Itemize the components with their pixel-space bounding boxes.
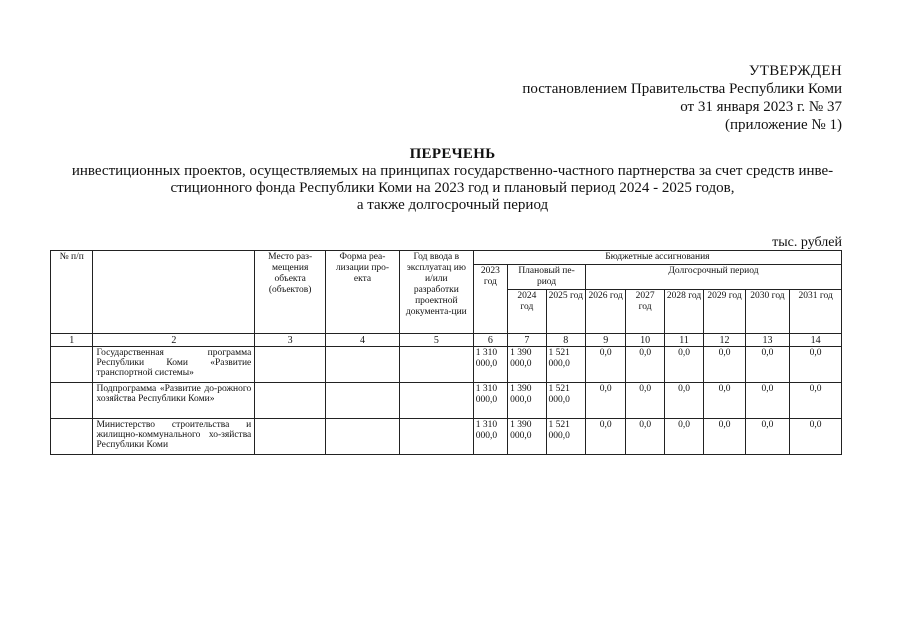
row-2027: 0,0	[626, 347, 664, 383]
header-2026: 2026 год	[585, 290, 625, 334]
approval-block	[522, 62, 842, 134]
col-num: 3	[255, 334, 326, 347]
table-row	[51, 347, 842, 383]
title-main: ПЕРЕЧЕНЬ	[409, 146, 496, 162]
row-place	[255, 347, 326, 383]
col-num: 11	[664, 334, 703, 347]
row-2028: 0,0	[664, 347, 703, 383]
header-form: Форма реа-лизации про-екта	[326, 251, 400, 334]
col-num: 10	[626, 334, 664, 347]
row-num-cell	[51, 419, 93, 455]
row-2030: 0,0	[745, 419, 790, 455]
col-num: 8	[546, 334, 585, 347]
approval-line-1: постановлением Правительства Республики Коми	[522, 81, 842, 97]
col-num: 1	[51, 334, 93, 347]
header-2025: 2025 год	[546, 290, 585, 334]
header-2027: 2027 год	[626, 290, 664, 334]
row-year	[399, 419, 473, 455]
investment-table	[50, 250, 842, 455]
col-num: 6	[473, 334, 507, 347]
row-2029: 0,0	[704, 383, 745, 419]
row-year	[399, 383, 473, 419]
row-2028: 0,0	[664, 419, 703, 455]
approval-heading: УТВЕРЖДЕН	[748, 63, 842, 79]
row-2025: 1 521 000,0	[546, 347, 585, 383]
col-num: 9	[585, 334, 625, 347]
header-2024: 2024 год	[508, 290, 546, 334]
row-name: Государственная программа Республики Коми «Развитие транспортной системы»	[93, 347, 255, 383]
col-num: 7	[508, 334, 546, 347]
row-2023: 1 310 000,0	[473, 347, 507, 383]
header-year: Год ввода в эксплуатац ию и/или разработки проектной документа-ции	[399, 251, 473, 334]
row-year	[399, 347, 473, 383]
header-name	[93, 251, 255, 334]
row-2030: 0,0	[745, 383, 790, 419]
row-num-cell	[51, 383, 93, 419]
header-2031: 2031 год	[790, 290, 842, 334]
header-num: № п/п	[51, 251, 93, 334]
row-2031: 0,0	[790, 347, 842, 383]
row-form	[326, 419, 400, 455]
column-number-row	[51, 334, 842, 347]
row-2027: 0,0	[626, 419, 664, 455]
row-place	[255, 383, 326, 419]
row-2026: 0,0	[585, 347, 625, 383]
col-num: 13	[745, 334, 790, 347]
title-line-3: а также долгосрочный период	[356, 197, 549, 213]
header-place: Место раз-мещения объекта (объектов)	[255, 251, 326, 334]
row-form	[326, 347, 400, 383]
row-2026: 0,0	[585, 383, 625, 419]
title-line-1: инвестиционных проектов, осуществляемых на принципах государственно-частного партнерства за счет средств инве-	[71, 163, 834, 179]
units-label: тыс. рублей	[772, 235, 842, 250]
header-planned: Плановый пе-риод	[508, 265, 586, 290]
row-2031: 0,0	[790, 383, 842, 419]
title-line-2: стиционного фонда Республики Коми на 2023 год и плановый период 2024 - 2025 годов,	[170, 180, 735, 196]
approval-line-3: (приложение № 1)	[724, 117, 842, 133]
col-num: 4	[326, 334, 400, 347]
header-2023: 2023 год	[473, 265, 507, 334]
col-num: 2	[93, 334, 255, 347]
row-name: Подпрограмма «Развитие до-рожного хозяйства Республики Коми»	[93, 383, 255, 419]
col-num: 5	[399, 334, 473, 347]
row-2028: 0,0	[664, 383, 703, 419]
row-2025: 1 521 000,0	[546, 383, 585, 419]
row-form	[326, 383, 400, 419]
row-2029: 0,0	[704, 419, 745, 455]
row-place	[255, 419, 326, 455]
row-2025: 1 521 000,0	[546, 419, 585, 455]
row-2024: 1 390 000,0	[508, 347, 546, 383]
header-2028: 2028 год	[664, 290, 703, 334]
header-longterm: Долгосрочный период	[585, 265, 841, 290]
row-2029: 0,0	[704, 347, 745, 383]
row-2027: 0,0	[626, 383, 664, 419]
row-2023: 1 310 000,0	[473, 383, 507, 419]
table-row	[51, 383, 842, 419]
header-2029: 2029 год	[704, 290, 745, 334]
document-title	[60, 146, 845, 214]
col-num: 14	[790, 334, 842, 347]
header-2030: 2030 год	[745, 290, 790, 334]
header-budget: Бюджетные ассигнования	[473, 251, 841, 265]
row-2030: 0,0	[745, 347, 790, 383]
col-num: 12	[704, 334, 745, 347]
row-name: Министерство строительства и жилищно-коммунального хо-зяйства Республики Коми	[93, 419, 255, 455]
row-2023: 1 310 000,0	[473, 419, 507, 455]
row-num-cell	[51, 347, 93, 383]
table-row	[51, 419, 842, 455]
row-2026: 0,0	[585, 419, 625, 455]
row-2024: 1 390 000,0	[508, 383, 546, 419]
row-2024: 1 390 000,0	[508, 419, 546, 455]
approval-line-2: от 31 января 2023 г. № 37	[680, 99, 842, 115]
row-2031: 0,0	[790, 419, 842, 455]
header-row-1	[51, 251, 842, 265]
